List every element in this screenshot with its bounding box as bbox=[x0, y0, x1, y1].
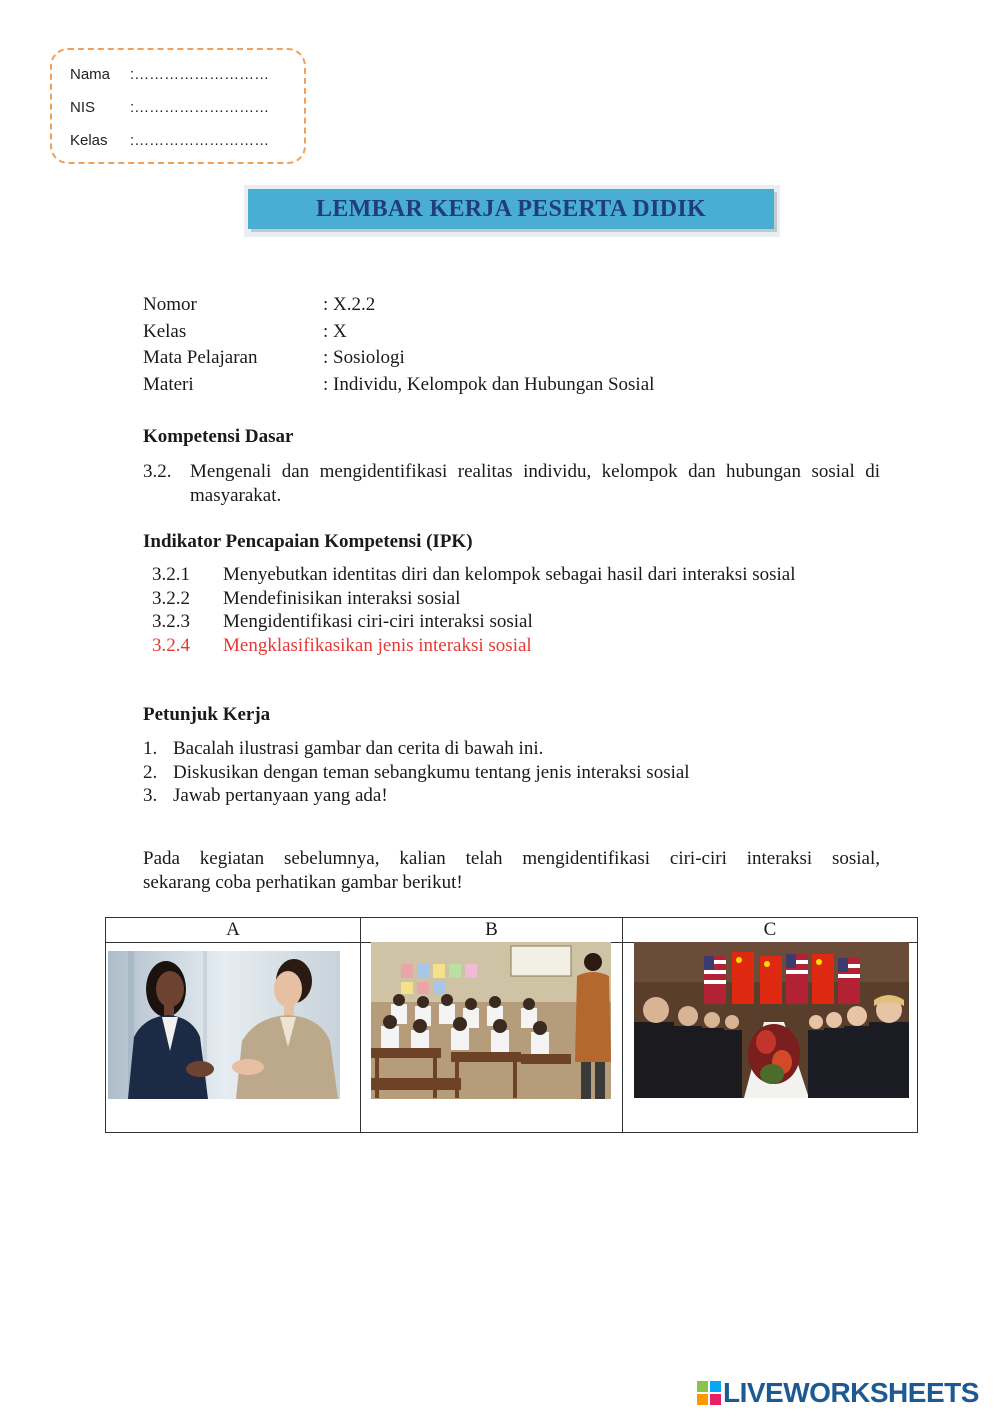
ipk-number: 3.2.1 bbox=[152, 564, 190, 585]
paragraph-line: Pada kegiatan sebelumnya, kalian telah mengidentifikasi ciri-ciri interaksi sosial, bbox=[143, 848, 880, 869]
step-text: Diskusikan dengan teman sebangkumu tentang jenis interaksi sosial bbox=[173, 761, 690, 783]
list-item-highlighted bbox=[152, 634, 796, 658]
ipk-number: 3.2.3 bbox=[152, 611, 190, 632]
ipk-number: 3.2.4 bbox=[152, 634, 190, 656]
meta-row-nomor bbox=[143, 292, 654, 319]
ipk-number: 3.2.2 bbox=[152, 587, 190, 609]
petunjuk-heading: Petunjuk Kerja bbox=[143, 704, 271, 725]
step-text: Jawab pertanyaan yang ada! bbox=[173, 785, 388, 806]
meta-row-mapel bbox=[143, 345, 654, 372]
meta-key: Mata Pelajaran bbox=[143, 347, 258, 368]
diplomatic-dinner-meeting-photo bbox=[634, 942, 909, 1098]
meta-key: Nomor bbox=[143, 294, 197, 315]
meta-key: Materi bbox=[143, 373, 194, 395]
title-banner bbox=[244, 185, 780, 237]
step-number: 3. bbox=[143, 785, 158, 806]
image-table bbox=[105, 917, 918, 1134]
class-field[interactable]: :……………………… bbox=[130, 132, 270, 149]
column-header: A bbox=[106, 918, 360, 943]
ipk-heading: Indikator Pencapaian Kompetensi (IPK) bbox=[143, 531, 473, 552]
name-row bbox=[70, 66, 269, 83]
column-header: B bbox=[361, 918, 622, 943]
page-title: LEMBAR KERJA PESERTA DIDIK bbox=[316, 195, 706, 222]
student-identity-box bbox=[50, 48, 306, 164]
meta-row-materi bbox=[143, 372, 654, 399]
meta-value: : Sosiologi bbox=[323, 347, 405, 368]
meta-value: : Individu, Kelompok dan Hubungan Sosial bbox=[323, 373, 655, 395]
ipk-text: Menyebutkan identitas diri dan kelompok sebagai hasil dari interaksi sosial bbox=[223, 564, 796, 585]
nis-field[interactable]: :……………………… bbox=[130, 99, 270, 116]
liveworksheets-logo-icon bbox=[697, 1381, 721, 1405]
brand-name: LIVEWORKSHEETS bbox=[723, 1377, 979, 1408]
nis-label: NIS bbox=[70, 99, 96, 116]
ipk-text: Mengidentifikasi ciri-ciri interaksi sosial bbox=[223, 611, 533, 632]
table-column-b bbox=[360, 917, 623, 1133]
intro-paragraph bbox=[143, 847, 880, 895]
petunjuk-list bbox=[143, 737, 690, 808]
paragraph-line: sekarang coba perhatikan gambar berikut! bbox=[143, 872, 463, 893]
ipk-text: Mendefinisikan interaksi sosial bbox=[223, 587, 461, 609]
list-item bbox=[152, 587, 796, 611]
table-column-c bbox=[622, 917, 918, 1133]
meta-info bbox=[143, 292, 654, 398]
meta-value: : X.2.2 bbox=[323, 294, 376, 315]
class-label: Kelas bbox=[70, 132, 108, 149]
ipk-text: Mengklasifikasikan jenis interaksi sosial bbox=[223, 634, 532, 656]
column-header: C bbox=[623, 918, 917, 943]
kd-number: 3.2. bbox=[143, 461, 172, 482]
kd-text: Mengenali dan mengidentifikasi realitas individu, kelompok dan hubungan sosial di masyarakat. bbox=[190, 461, 880, 506]
list-item bbox=[143, 761, 690, 785]
list-item bbox=[143, 784, 690, 808]
kd-item bbox=[143, 460, 880, 508]
meta-value: : X bbox=[323, 320, 347, 342]
name-field[interactable]: :……………………… bbox=[130, 66, 270, 83]
step-text: Bacalah ilustrasi gambar dan cerita di bawah ini. bbox=[173, 738, 544, 759]
list-item bbox=[143, 737, 690, 761]
class-row bbox=[70, 132, 269, 149]
nis-row bbox=[70, 99, 269, 116]
list-item bbox=[152, 610, 796, 634]
title-banner-inner bbox=[248, 189, 774, 229]
table-column-a bbox=[105, 917, 361, 1133]
kd-heading: Kompetensi Dasar bbox=[143, 426, 294, 447]
step-number: 2. bbox=[143, 761, 158, 783]
two-businesswomen-talking-photo bbox=[108, 951, 340, 1099]
meta-key: Kelas bbox=[143, 320, 187, 342]
list-item bbox=[152, 563, 796, 587]
liveworksheets-logo bbox=[697, 1378, 979, 1408]
classroom-students-teacher-photo bbox=[371, 942, 611, 1099]
step-number: 1. bbox=[143, 738, 158, 759]
meta-row-kelas bbox=[143, 319, 654, 346]
name-label: Nama bbox=[70, 66, 111, 83]
ipk-list bbox=[152, 563, 796, 657]
